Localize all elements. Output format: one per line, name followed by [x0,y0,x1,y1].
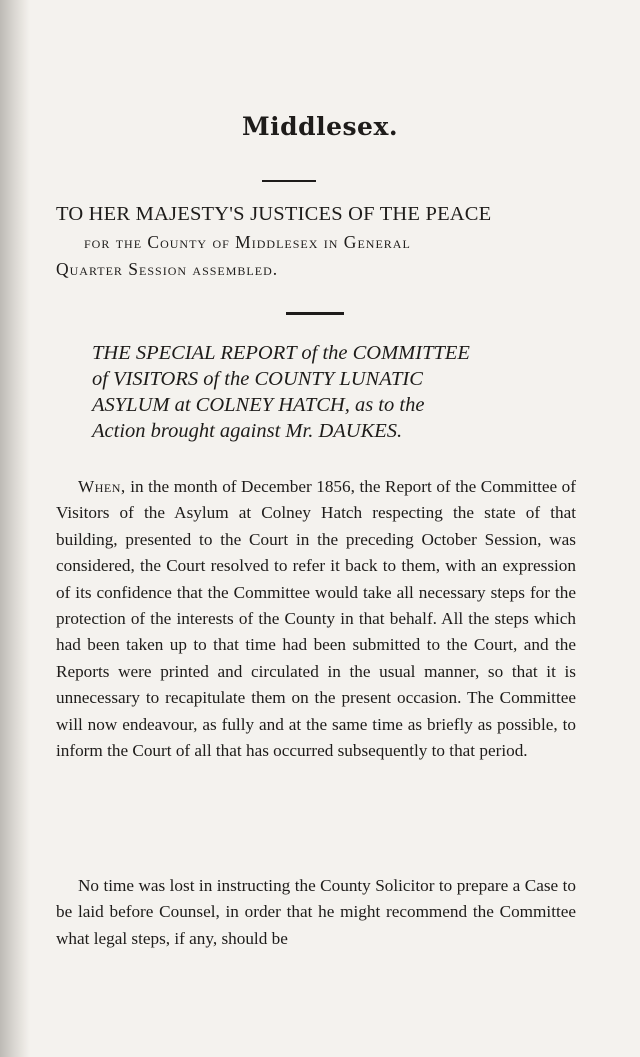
address-block [56,203,576,280]
divider-rule [286,312,344,315]
title-line-3: ASYLUM at COLNEY HATCH, as to the [92,394,425,416]
body-paragraph [56,873,576,952]
address-line-1: TO HER MAJESTY'S JUSTICES OF THE PEACE [56,203,492,225]
body-paragraph [56,474,576,764]
address-line-2: for the County of Middlesex in General [84,232,411,252]
paragraph-text: No time was lost in instructing the County Solicitor to prepare a Case to be laid before Counsel, in order that he might recommend the Committee what legal steps, if any, should be [56,876,576,948]
running-head: Middlesex. [241,112,399,141]
paragraph-text: in the month of December 1856, the Report of the Committee of Visitors of the Asylum at Colney Hatch respecting the state of that building, presented to the Court in the preceding October Session, was considered, the Court resolved to refer it back to them, with an expression of its confidence that the Committee would take all necessary steps for the protection of the interests of the County in that behalf. All the steps which had been taken up to that time had been submitted to the Court, and the Reports were printed and circulated in the usual manner, so that it is unnecessary to recapitulate them on the present occasion. The Committee will now endeavour, as fully and at the same time as briefly as possible, to inform the Court of all that has occurred subsequently to that period. [56,477,576,761]
report-title [92,340,612,444]
title-line-1: THE SPECIAL REPORT of the COMMITTEE [92,342,470,364]
title-line-4: Action brought against Mr. DAUKES. [92,420,403,442]
title-line-2: of VISITORS of the COUNTY LUNATIC [92,368,423,390]
paragraph-lead: When, [78,477,126,496]
address-line-3: Quarter Session assembled. [56,259,279,279]
divider-rule [262,180,316,182]
